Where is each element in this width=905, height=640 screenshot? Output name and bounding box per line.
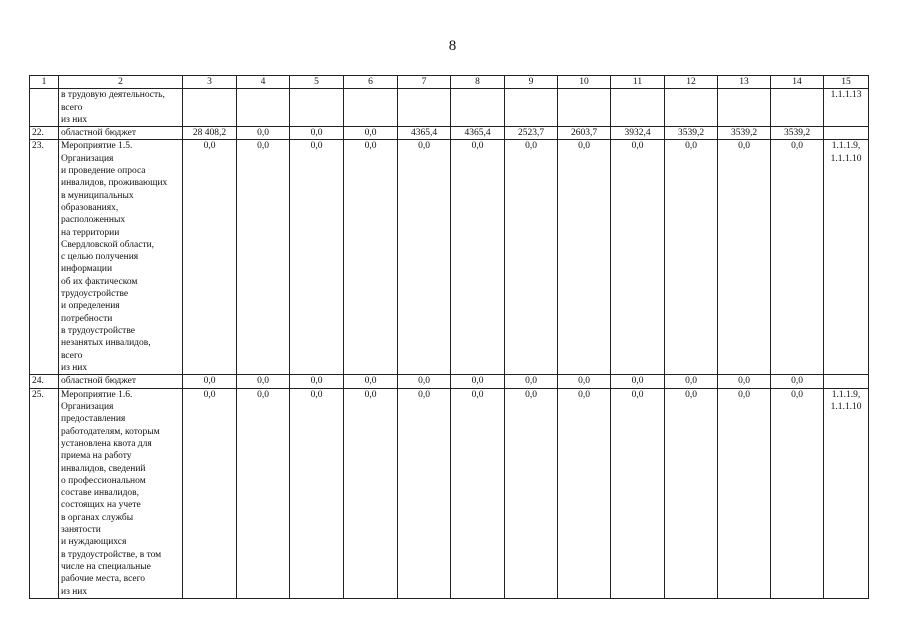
value-cell: 0,0 (344, 375, 398, 388)
value-cell: 0,0 (718, 140, 771, 375)
target-code (824, 375, 869, 388)
value-cell: 0,0 (611, 375, 665, 388)
value-cell: 0,0 (183, 375, 237, 388)
header-cell: 5 (290, 76, 344, 89)
value-cell: 0,0 (183, 388, 237, 598)
value-cell: 0,0 (665, 375, 718, 388)
header-cell: 2 (59, 76, 183, 89)
value-cell: 0,0 (771, 375, 824, 388)
value-cell: 28 408,2 (183, 127, 237, 140)
value-cell (451, 89, 505, 127)
value-cell (771, 89, 824, 127)
header-cell: 6 (344, 76, 398, 89)
value-cell: 0,0 (237, 388, 290, 598)
value-cell: 2603,7 (558, 127, 611, 140)
header-cell: 12 (665, 76, 718, 89)
value-cell: 0,0 (505, 140, 558, 375)
value-cell (558, 89, 611, 127)
header-cell: 7 (398, 76, 451, 89)
value-cell: 0,0 (611, 140, 665, 375)
header-cell: 9 (505, 76, 558, 89)
target-code: 1.1.1.9, 1.1.1.10 (824, 388, 869, 598)
value-cell: 0,0 (771, 140, 824, 375)
value-cell: 0,0 (451, 140, 505, 375)
value-cell (290, 89, 344, 127)
value-cell (183, 89, 237, 127)
value-cell: 0,0 (665, 388, 718, 598)
value-cell: 0,0 (451, 388, 505, 598)
header-cell: 3 (183, 76, 237, 89)
header-cell: 11 (611, 76, 665, 89)
value-cell: 0,0 (558, 375, 611, 388)
value-cell: 0,0 (505, 388, 558, 598)
value-cell: 0,0 (398, 375, 451, 388)
value-cell: 0,0 (183, 140, 237, 375)
budget-table (29, 75, 869, 599)
value-cell: 0,0 (718, 388, 771, 598)
value-cell (344, 89, 398, 127)
row-number: 22. (30, 127, 59, 140)
value-cell: 0,0 (237, 127, 290, 140)
target-code (824, 127, 869, 140)
value-cell: 4365,4 (451, 127, 505, 140)
value-cell: 3932,4 (611, 127, 665, 140)
value-cell (505, 89, 558, 127)
value-cell: 3539,2 (665, 127, 718, 140)
page-number: 8 (448, 38, 457, 54)
table-row (30, 140, 869, 375)
value-cell: 0,0 (290, 140, 344, 375)
value-cell: 0,0 (290, 375, 344, 388)
value-cell: 0,0 (237, 375, 290, 388)
value-cell: 0,0 (398, 388, 451, 598)
value-cell: 0,0 (344, 388, 398, 598)
row-number: 25. (30, 388, 59, 598)
value-cell: 0,0 (237, 140, 290, 375)
header-cell: 8 (451, 76, 505, 89)
row-number: 23. (30, 140, 59, 375)
value-cell: 0,0 (611, 388, 665, 598)
header-cell: 1 (30, 76, 59, 89)
value-cell (611, 89, 665, 127)
value-cell: 3539,2 (771, 127, 824, 140)
value-cell: 2523,7 (505, 127, 558, 140)
target-code: 1.1.1.13 (824, 89, 869, 127)
value-cell (398, 89, 451, 127)
value-cell: 0,0 (451, 375, 505, 388)
row-name: Мероприятие 1.6. Организация предоставления работодателям, которым установлена квота для приема на работу инвалидов, сведений о профессиональном составе инвалидов, состоящих на учете в органах службы занятости и нуждающихся в трудоустройстве, в том числе на специальные рабочие места, всего из них (59, 388, 183, 598)
table-row (30, 89, 869, 127)
value-cell: 0,0 (718, 375, 771, 388)
value-cell: 0,0 (290, 127, 344, 140)
header-cell: 15 (824, 76, 869, 89)
header-cell: 13 (718, 76, 771, 89)
value-cell (237, 89, 290, 127)
header-cell: 4 (237, 76, 290, 89)
target-code: 1.1.1.9, 1.1.1.10 (824, 140, 869, 375)
header-row (30, 76, 869, 89)
value-cell: 0,0 (398, 140, 451, 375)
header-cell: 14 (771, 76, 824, 89)
value-cell (718, 89, 771, 127)
row-number (30, 89, 59, 127)
value-cell: 0,0 (771, 388, 824, 598)
value-cell: 0,0 (290, 388, 344, 598)
value-cell: 0,0 (665, 140, 718, 375)
value-cell: 0,0 (344, 140, 398, 375)
value-cell: 0,0 (505, 375, 558, 388)
row-name: в трудовую деятельность, всего из них (59, 89, 183, 127)
value-cell (665, 89, 718, 127)
value-cell: 0,0 (344, 127, 398, 140)
row-name: областной бюджет (59, 375, 183, 388)
row-number: 24. (30, 375, 59, 388)
row-name: областной бюджет (59, 127, 183, 140)
table-row (30, 388, 869, 598)
row-name: Мероприятие 1.5. Организация и проведение опроса инвалидов, проживающих в муниципальных образованиях, расположенных на территории Свердловской области, с целью получения информации об их фактическом трудоустройстве и определения потребности в трудоустройстве незанятых инвалидов, всего из них (59, 140, 183, 375)
value-cell: 3539,2 (718, 127, 771, 140)
table-row (30, 375, 869, 388)
header-cell: 10 (558, 76, 611, 89)
table-row (30, 127, 869, 140)
value-cell: 4365,4 (398, 127, 451, 140)
value-cell: 0,0 (558, 388, 611, 598)
value-cell: 0,0 (558, 140, 611, 375)
